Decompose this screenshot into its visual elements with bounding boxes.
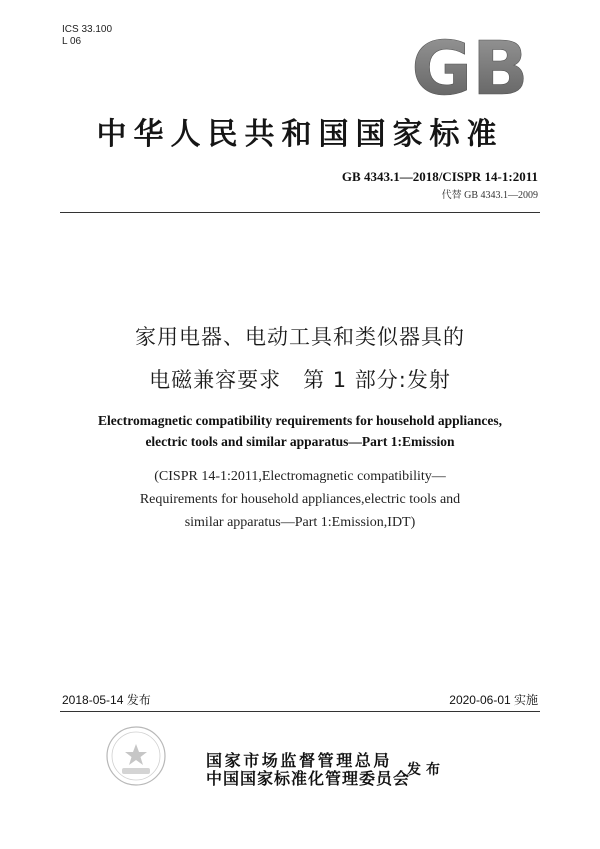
english-title-line-1: Electromagnetic compatibility requirements for household appliances, [98,413,502,428]
organization-title: 中华人民共和国国家标准 [96,117,504,152]
idt-reference-line-3: similar apparatus—Part 1:Emission,IDT) [184,515,416,530]
issuer-sac: 中国国家标准化管理委员会 [206,769,411,788]
chinese-title-line-2: 电磁兼容要求 第 1 部分:发射 [149,368,451,392]
implementation-date: 2020-06-01 实施 [449,693,538,707]
idt-reference-line-1: (CISPR 14-1:2011,Electromagnetic compatibility— [154,469,446,484]
chinese-title-line-1: 家用电器、电动工具和类似器具的 [135,325,465,349]
ics-code: ICS 33.100 [62,24,113,35]
ccs-code: L 06 [62,36,82,47]
official-seal-icon [104,724,168,788]
publish-label: 发布 [407,762,445,778]
bottom-divider [60,711,540,712]
english-title-line-2: electric tools and similar apparatus—Part 1:Emission [145,434,455,449]
idt-reference-line-2: Requirements for household appliances,electric tools and [139,492,461,507]
standard-number: GB 4343.1—2018/CISPR 14-1:2011 [341,169,538,184]
gb-logo-text: GB [411,36,529,100]
issuer-samr: 国家市场监督管理总局 [206,751,393,770]
top-divider [60,212,540,213]
gb-logo [400,36,540,100]
replaces-standard: 代替 GB 4343.1—2009 [441,190,538,201]
issue-date: 2018-05-14 发布 [62,693,151,707]
